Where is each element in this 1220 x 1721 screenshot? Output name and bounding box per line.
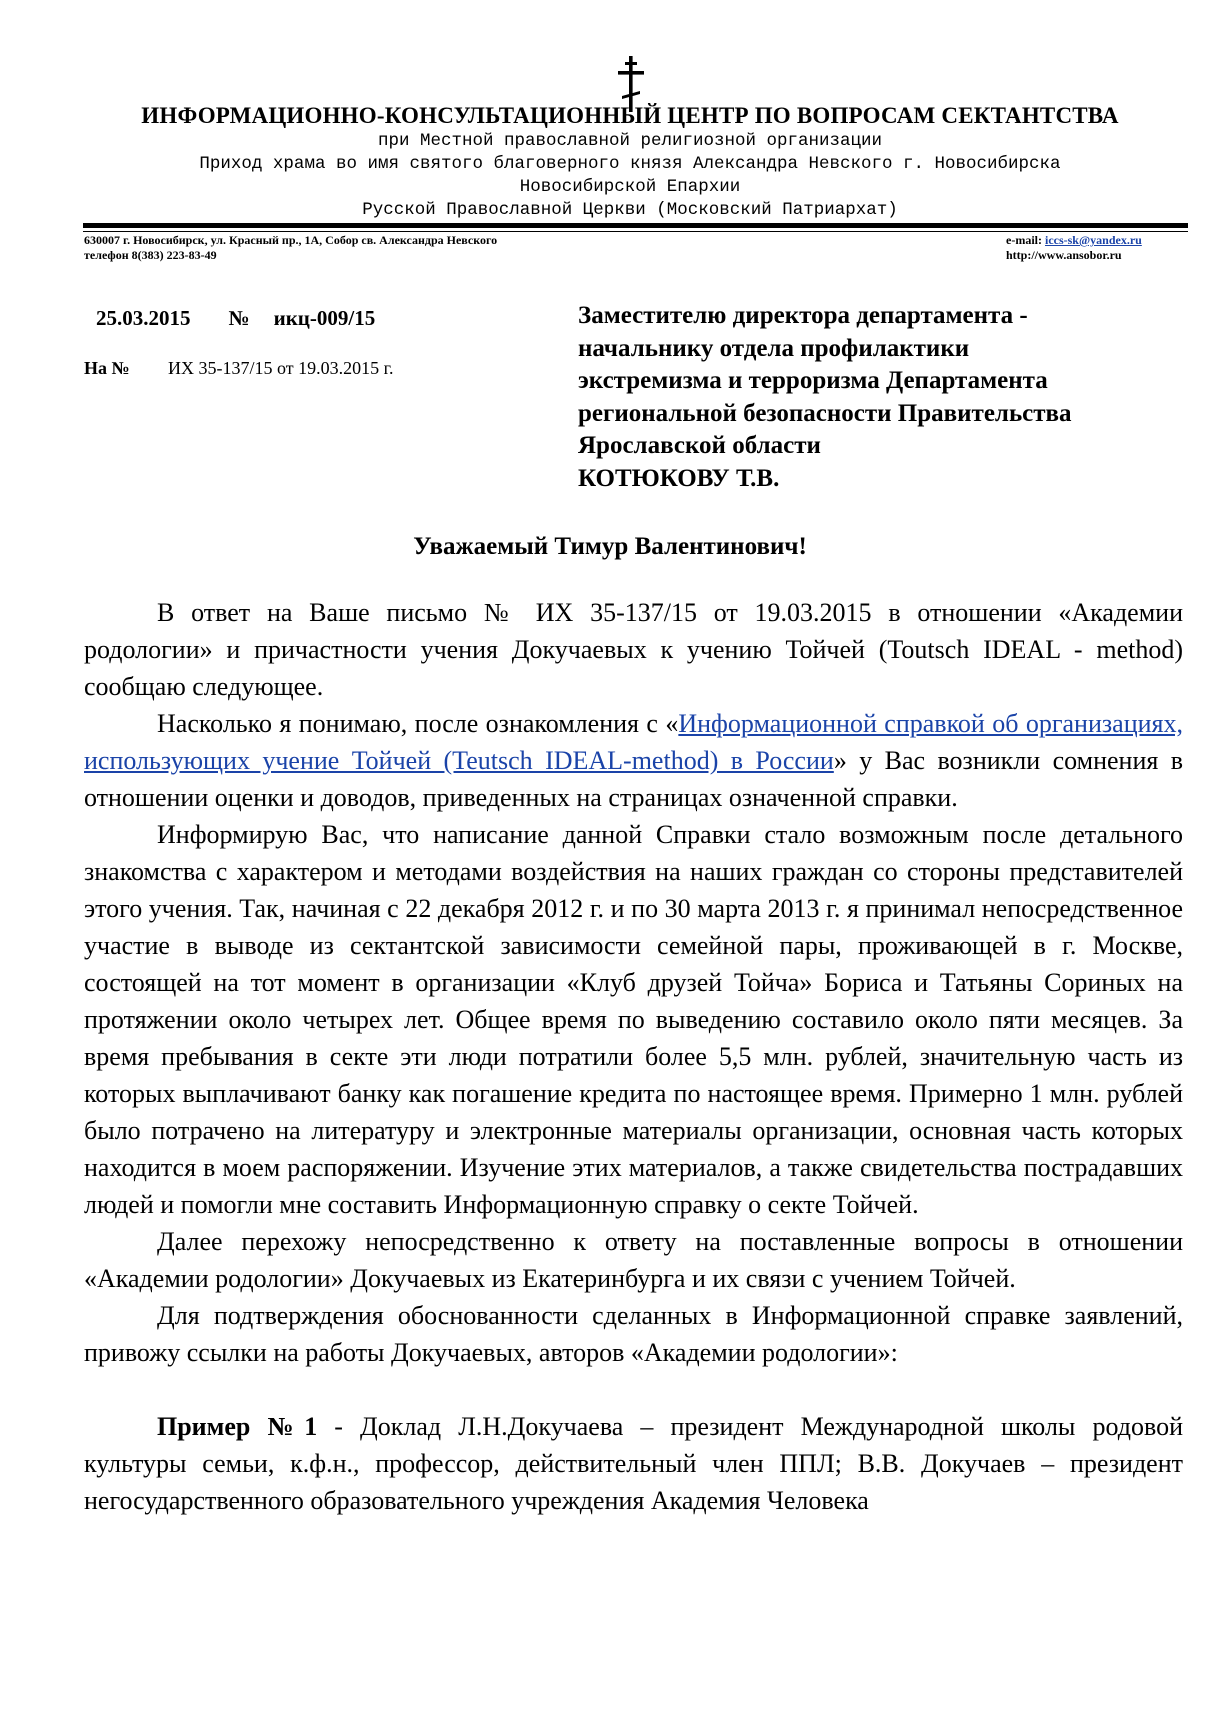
body-paragraph xyxy=(84,1408,1183,1519)
letter-date: 25.03.2015 xyxy=(96,306,191,330)
reply-label: На № xyxy=(84,358,130,378)
outgoing-reference xyxy=(96,306,375,331)
addressee-block xyxy=(578,300,1178,495)
email-link[interactable]: iccs-sk@yandex.ru xyxy=(1044,233,1142,247)
subtitle-line: при Местной православной религиозной организации xyxy=(377,131,883,151)
incoming-reference xyxy=(84,358,393,379)
reply-value: ИХ 35-137/15 от 19.03.2015 г. xyxy=(168,358,394,378)
body-paragraph: В ответ на Ваше письмо № ИХ 35-137/15 от 19.03.2015 в отношении «Академии родологии» и причастности учения Докучаевых к учению Тойчей (Toutsch IDEAL - method) сообщаю следующее. xyxy=(84,598,1183,701)
addressee-line: Заместителю директора департамента - xyxy=(578,302,1028,329)
salutation: Уважаемый Тимур Валентинович! xyxy=(413,533,807,560)
body-paragraph: Информирую Вас, что написание данной Справки стало возможным после детального знакомства с характером и методами воздействия на наших граждан со стороны представителей этого учения. Так, начиная с 22 декабря 2012 г. и по 30 марта 2013 г. я принимал непосредственное участие в выводе из сектантской зависимости семейной пары, проживающей в г. Москве, состоящей на тот момент в организации «Клуб друзей Тойча» Бориса и Татьяны Сориных на протяжении около четырех лет. Общее время по выведению составило около пяти месяцев. За время пребывания в секте эти люди потратили более 5,5 млн. рублей, значительную часть из которых выплачивают банку как погашение кредита по настоящее время. Примерно 1 млн. рублей было потрачено на литературу и электронные материалы организации, основная часть которых находится в моем распоряжении. Изучение этих материалов, а также свидетельства пострадавших людей и помогли мне составить Информационную справку о секте Тойчей. xyxy=(84,820,1183,1219)
addressee-line: начальнику отдела профилактики xyxy=(578,334,970,362)
body-paragraph: Для подтверждения обоснованности сделанных в Информационной справке заявлений, привожу ссылки на работы Докучаевых, авторов «Академии родологии»: xyxy=(84,1301,1183,1367)
addressee-line: региональной безопасности Правительства xyxy=(578,399,1072,427)
org-title: ИНФОРМАЦИОННО-КОНСУЛЬТАЦИОННЫЙ ЦЕНТР ПО ВОПРОСАМ СЕКТАНТСТВА xyxy=(141,103,1119,128)
subtitle-line: Русской Православной Церкви (Московский Патриархат) xyxy=(362,200,898,220)
paragraph-text: » у Вас возникли сомнения в отношении оценки и доводов, приведенных на страницах означенной справки. xyxy=(84,746,1183,812)
addressee-line: КОТЮКОВУ Т.В. xyxy=(578,464,780,492)
example-heading: Пример №1 xyxy=(157,1412,318,1441)
letter-number: икц-009/15 xyxy=(273,306,376,330)
body-paragraph xyxy=(84,705,1183,816)
postal-address: 630007 г. Новосибирск, ул. Красный пр., 1А, Собор св. Александра Невского xyxy=(84,233,498,247)
contact-address-block xyxy=(84,233,497,263)
subtitle-line: Новосибирской Епархии xyxy=(519,177,741,197)
email-label: e-mail: xyxy=(1006,233,1045,247)
paragraph-spacer xyxy=(84,1371,1183,1408)
email-line xyxy=(1006,233,1142,248)
phone-number: телефон 8(383) 223-83-49 xyxy=(84,248,217,262)
contact-web-block xyxy=(1006,233,1142,263)
body-paragraph: Далее перехожу непосредственно к ответу на поставленные вопросы в отношении «Академии родологии» Докучаевых из Екатеринбурга и их связи с учением Тойчей. xyxy=(84,1227,1183,1293)
letter-body xyxy=(84,594,1183,1519)
header-divider-thin xyxy=(83,231,1188,232)
paragraph-text: - Доклад Л.Н.Докучаева – президент Международной школы родовой культуры семьи, к.ф.н., профессор, действительный член ППЛ; В.В. Докучаев – президент негосударственного образовательного учреждения Академия Человека xyxy=(84,1412,1183,1515)
reference-link[interactable]: Информационной справкой об организациях, использующих учение Тойчей (Teutsch IDEAL-method) в России xyxy=(84,709,1183,775)
website-url: http://www.ansobor.ru xyxy=(1006,248,1122,262)
header-divider-thick xyxy=(83,223,1188,228)
addressee-line: Ярославской области xyxy=(578,432,821,459)
org-subtitle xyxy=(70,130,1190,222)
number-sign: № xyxy=(228,306,250,330)
addressee-line: экстремизма и терроризма Департамента xyxy=(578,367,1048,394)
paragraph-text: Насколько я понимаю, после ознакомления с « xyxy=(157,709,679,738)
subtitle-line: Приход храма во имя святого благоверного князя Александра Невского г. Новосибирска xyxy=(199,154,1061,174)
